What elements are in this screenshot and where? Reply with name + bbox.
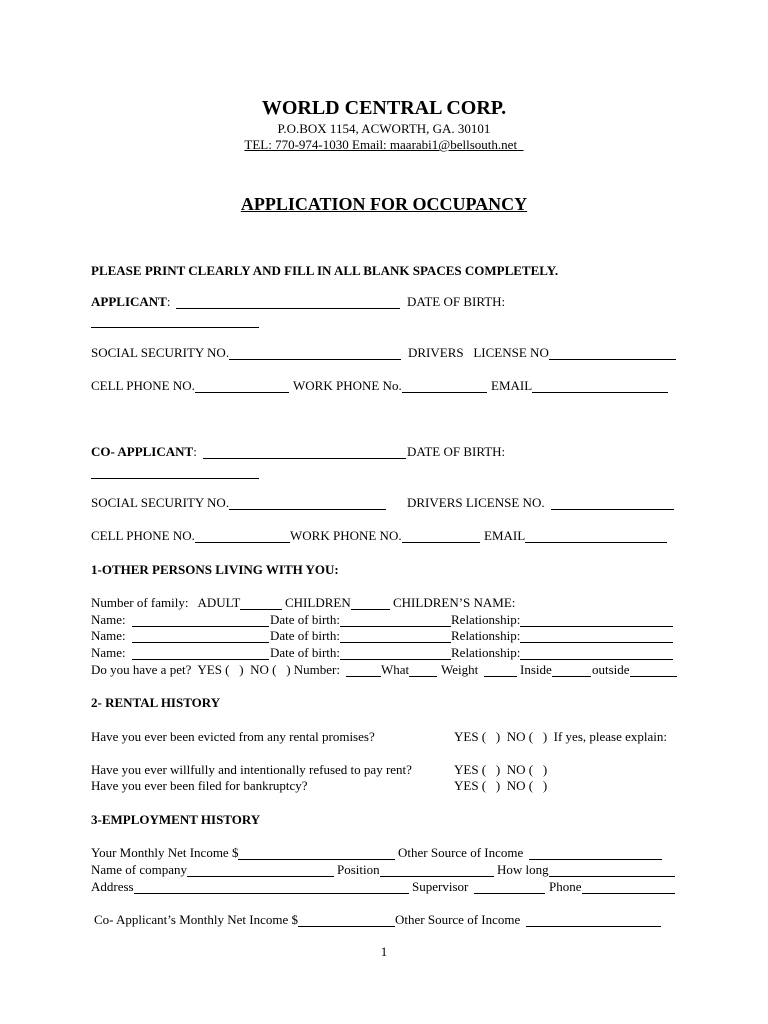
member-dob-label: Date of birth: bbox=[270, 612, 341, 627]
pet-row bbox=[0, 662, 768, 678]
how-long-blank bbox=[549, 876, 675, 877]
supervisor-label: Supervisor bbox=[412, 879, 469, 894]
applicant-name-blank bbox=[176, 308, 400, 309]
employer-address-field bbox=[91, 879, 409, 895]
employment-heading-row bbox=[0, 812, 768, 828]
co-applicant-email-field bbox=[484, 528, 667, 544]
applicant-work-field bbox=[293, 378, 487, 394]
co-applicant-email-label: EMAIL bbox=[484, 528, 526, 543]
co-applicant-cell-blank bbox=[195, 542, 290, 543]
refused-rent-options: YES ( ) NO ( ) bbox=[454, 762, 548, 777]
applicant-license-blank bbox=[549, 359, 676, 360]
pet-outside-blank bbox=[630, 676, 677, 677]
other-income-label: Other Source of Income bbox=[398, 845, 524, 860]
how-long-label: How long bbox=[497, 862, 549, 877]
member-relationship-label: Relationship: bbox=[451, 645, 521, 660]
pet-outside-label: outside bbox=[592, 662, 630, 677]
company-address: P.O.BOX 1154, ACWORTH, GA. 30101 bbox=[277, 121, 491, 136]
member-dob-field bbox=[270, 612, 451, 628]
pet-what-label: What bbox=[381, 662, 410, 677]
applicant-email-label: EMAIL bbox=[491, 378, 533, 393]
children-count-label: CHILDREN bbox=[285, 595, 351, 610]
co-applicant-work-blank bbox=[402, 542, 480, 543]
bankruptcy-question: Have you ever been filed for bankruptcy? bbox=[91, 778, 308, 793]
co-applicant-id-row bbox=[0, 495, 768, 511]
co-applicant-email-blank bbox=[525, 542, 667, 543]
applicant-name-field bbox=[91, 294, 400, 310]
evicted-options: YES ( ) NO ( ) If yes, please explain: bbox=[454, 729, 667, 744]
monthly-income-label: Your Monthly Net Income $ bbox=[91, 845, 239, 860]
applicant-ssn-field bbox=[91, 345, 401, 361]
refused-rent-question: Have you ever willfully and intentionally refused to pay rent? bbox=[91, 762, 412, 777]
applicant-ssn-blank bbox=[229, 359, 401, 360]
applicant-label: APPLICANT bbox=[91, 294, 167, 309]
form-title-line bbox=[0, 193, 768, 215]
co-applicant-cell-label: CELL PHONE NO. bbox=[91, 528, 195, 543]
member-dob-label: Date of birth: bbox=[270, 628, 341, 643]
co-applicant-label: CO- APPLICANT bbox=[91, 444, 194, 459]
pet-weight-blank bbox=[484, 676, 517, 677]
pet-weight-field bbox=[441, 662, 517, 678]
adult-count-label: Number of family: ADULT bbox=[91, 595, 241, 610]
instruction-text: PLEASE PRINT CLEARLY AND FILL IN ALL BLANK SPACES COMPLETELY. bbox=[91, 263, 559, 278]
rental-history-heading: 2- RENTAL HISTORY bbox=[91, 695, 221, 710]
member-row bbox=[0, 612, 768, 628]
applicant-dob-row bbox=[0, 313, 768, 329]
member-name-label: Name: bbox=[91, 628, 126, 643]
co-applicant-name-label bbox=[91, 444, 197, 460]
co-applicant-name-field bbox=[91, 444, 406, 460]
applicant-dob-label: DATE OF BIRTH: bbox=[407, 294, 506, 309]
member-name-blank bbox=[132, 626, 269, 627]
applicant-contact-row bbox=[0, 378, 768, 394]
instruction-row bbox=[0, 263, 768, 279]
company-contact-line bbox=[0, 137, 768, 153]
applicant-dob-blank bbox=[91, 327, 259, 328]
co-applicant-ssn-label: SOCIAL SECURITY NO. bbox=[91, 495, 230, 510]
position-field bbox=[337, 862, 494, 878]
employer-phone-blank bbox=[582, 893, 676, 894]
children-count-blank bbox=[351, 609, 390, 610]
applicant-email-field bbox=[491, 378, 668, 394]
evicted-row bbox=[0, 729, 768, 745]
member-relationship-label: Relationship: bbox=[451, 628, 521, 643]
applicant-work-label: WORK PHONE No. bbox=[293, 378, 402, 393]
other-income-field bbox=[398, 845, 662, 861]
co-monthly-income-blank bbox=[298, 926, 395, 927]
member-row bbox=[0, 628, 768, 644]
form-title: APPLICATION FOR OCCUPANCY bbox=[240, 194, 528, 214]
children-count-field bbox=[285, 595, 390, 611]
childrens-name-label: CHILDREN’S NAME: bbox=[393, 595, 516, 610]
pet-inside-label: Inside bbox=[520, 662, 552, 677]
co-monthly-income-field bbox=[94, 912, 395, 928]
co-applicant-colon: : bbox=[193, 444, 197, 459]
member-relationship-blank bbox=[520, 659, 673, 660]
applicant-ssn-label: SOCIAL SECURITY NO. bbox=[91, 345, 230, 360]
member-name-blank bbox=[132, 659, 269, 660]
applicant-cell-blank bbox=[195, 392, 289, 393]
adult-count-blank bbox=[240, 609, 282, 610]
co-other-income-field bbox=[395, 912, 661, 928]
applicant-name-label bbox=[91, 294, 170, 310]
income-row bbox=[0, 845, 768, 861]
member-relationship-blank bbox=[520, 626, 673, 627]
employer-phone-label: Phone bbox=[549, 879, 582, 894]
co-income-row bbox=[0, 912, 768, 928]
member-relationship-field bbox=[451, 645, 673, 661]
member-name-field bbox=[91, 628, 269, 644]
co-applicant-ssn-blank bbox=[229, 509, 386, 510]
applicant-license-field bbox=[408, 345, 676, 361]
pet-inside-blank bbox=[552, 676, 591, 677]
applicant-id-row bbox=[0, 345, 768, 361]
member-dob-blank bbox=[340, 642, 451, 643]
position-blank bbox=[380, 876, 494, 877]
address-row bbox=[0, 879, 768, 895]
company-field bbox=[91, 862, 334, 878]
member-name-field bbox=[91, 645, 269, 661]
member-dob-blank bbox=[340, 659, 451, 660]
pet-what-blank bbox=[409, 676, 437, 677]
member-row bbox=[0, 645, 768, 661]
company-contact: TEL: 770-974-1030 Email: maarabi1@bellsouth.net bbox=[244, 137, 518, 152]
pet-number-field bbox=[91, 662, 381, 678]
member-dob-label: Date of birth: bbox=[270, 645, 341, 660]
pet-inside-field bbox=[520, 662, 591, 678]
applicant-name-row bbox=[0, 294, 768, 310]
applicant-colon: : bbox=[166, 294, 171, 309]
applicant-cell-field bbox=[91, 378, 289, 394]
co-applicant-name-blank bbox=[203, 458, 406, 459]
member-dob-blank bbox=[340, 626, 451, 627]
member-relationship-field bbox=[451, 612, 673, 628]
applicant-license-label: DRIVERS LICENSE NO bbox=[408, 345, 549, 360]
employer-address-label: Address bbox=[91, 879, 134, 894]
member-dob-field bbox=[270, 628, 451, 644]
bankruptcy-options: YES ( ) NO ( ) bbox=[454, 778, 548, 793]
employment-history-heading: 3-EMPLOYMENT HISTORY bbox=[91, 812, 261, 827]
page-number: 1 bbox=[380, 944, 388, 959]
co-applicant-cell-field bbox=[91, 528, 290, 544]
member-name-field bbox=[91, 612, 269, 628]
monthly-income-blank bbox=[238, 859, 395, 860]
evicted-question: Have you ever been evicted from any rental promises? bbox=[91, 729, 375, 744]
member-dob-field bbox=[270, 645, 451, 661]
co-applicant-dob-row bbox=[0, 464, 768, 480]
supervisor-blank bbox=[474, 893, 545, 894]
company-row bbox=[0, 862, 768, 878]
household-heading: 1-OTHER PERSONS LIVING WITH YOU: bbox=[91, 562, 339, 577]
company-name: WORLD CENTRAL CORP. bbox=[261, 97, 507, 119]
company-blank bbox=[187, 876, 334, 877]
rental-heading-row bbox=[0, 695, 768, 711]
co-applicant-work-label: WORK PHONE NO. bbox=[290, 528, 402, 543]
pet-outside-field bbox=[592, 662, 677, 678]
refused-rent-row bbox=[0, 762, 768, 778]
co-other-income-blank bbox=[526, 926, 661, 927]
member-relationship-field bbox=[451, 628, 673, 644]
co-applicant-contact-row bbox=[0, 528, 768, 544]
co-monthly-income-label: Co- Applicant’s Monthly Net Income $ bbox=[94, 912, 299, 927]
household-heading-row bbox=[0, 562, 768, 578]
company-label: Name of company bbox=[91, 862, 188, 877]
member-name-label: Name: bbox=[91, 645, 126, 660]
pet-weight-label: Weight bbox=[441, 662, 479, 677]
applicant-work-blank bbox=[402, 392, 487, 393]
co-applicant-license-field bbox=[407, 495, 674, 511]
member-relationship-label: Relationship: bbox=[451, 612, 521, 627]
applicant-cell-label: CELL PHONE NO. bbox=[91, 378, 195, 393]
supervisor-field bbox=[412, 879, 545, 895]
bankruptcy-row bbox=[0, 778, 768, 794]
co-other-income-label: Other Source of Income bbox=[395, 912, 521, 927]
adult-count-field bbox=[91, 595, 282, 611]
pet-question: Do you have a pet? YES ( ) NO ( ) Number: bbox=[91, 662, 340, 677]
co-applicant-work-field bbox=[290, 528, 480, 544]
employer-address-blank bbox=[134, 893, 409, 894]
member-relationship-blank bbox=[520, 642, 673, 643]
co-applicant-dob-blank bbox=[91, 478, 259, 479]
pet-what-field bbox=[381, 662, 437, 678]
member-name-label: Name: bbox=[91, 612, 126, 627]
family-count-row bbox=[0, 595, 768, 611]
employer-phone-field bbox=[549, 879, 675, 895]
applicant-email-blank bbox=[532, 392, 668, 393]
pet-number-blank bbox=[346, 676, 381, 677]
co-applicant-dob-label: DATE OF BIRTH: bbox=[407, 444, 506, 459]
co-applicant-license-label: DRIVERS LICENSE NO. bbox=[407, 495, 545, 510]
other-income-blank bbox=[529, 859, 662, 860]
co-applicant-license-blank bbox=[551, 509, 674, 510]
co-applicant-name-row bbox=[0, 444, 768, 460]
co-applicant-ssn-field bbox=[91, 495, 386, 511]
monthly-income-field bbox=[91, 845, 395, 861]
member-name-blank bbox=[132, 642, 269, 643]
how-long-field bbox=[497, 862, 675, 878]
position-label: Position bbox=[337, 862, 380, 877]
